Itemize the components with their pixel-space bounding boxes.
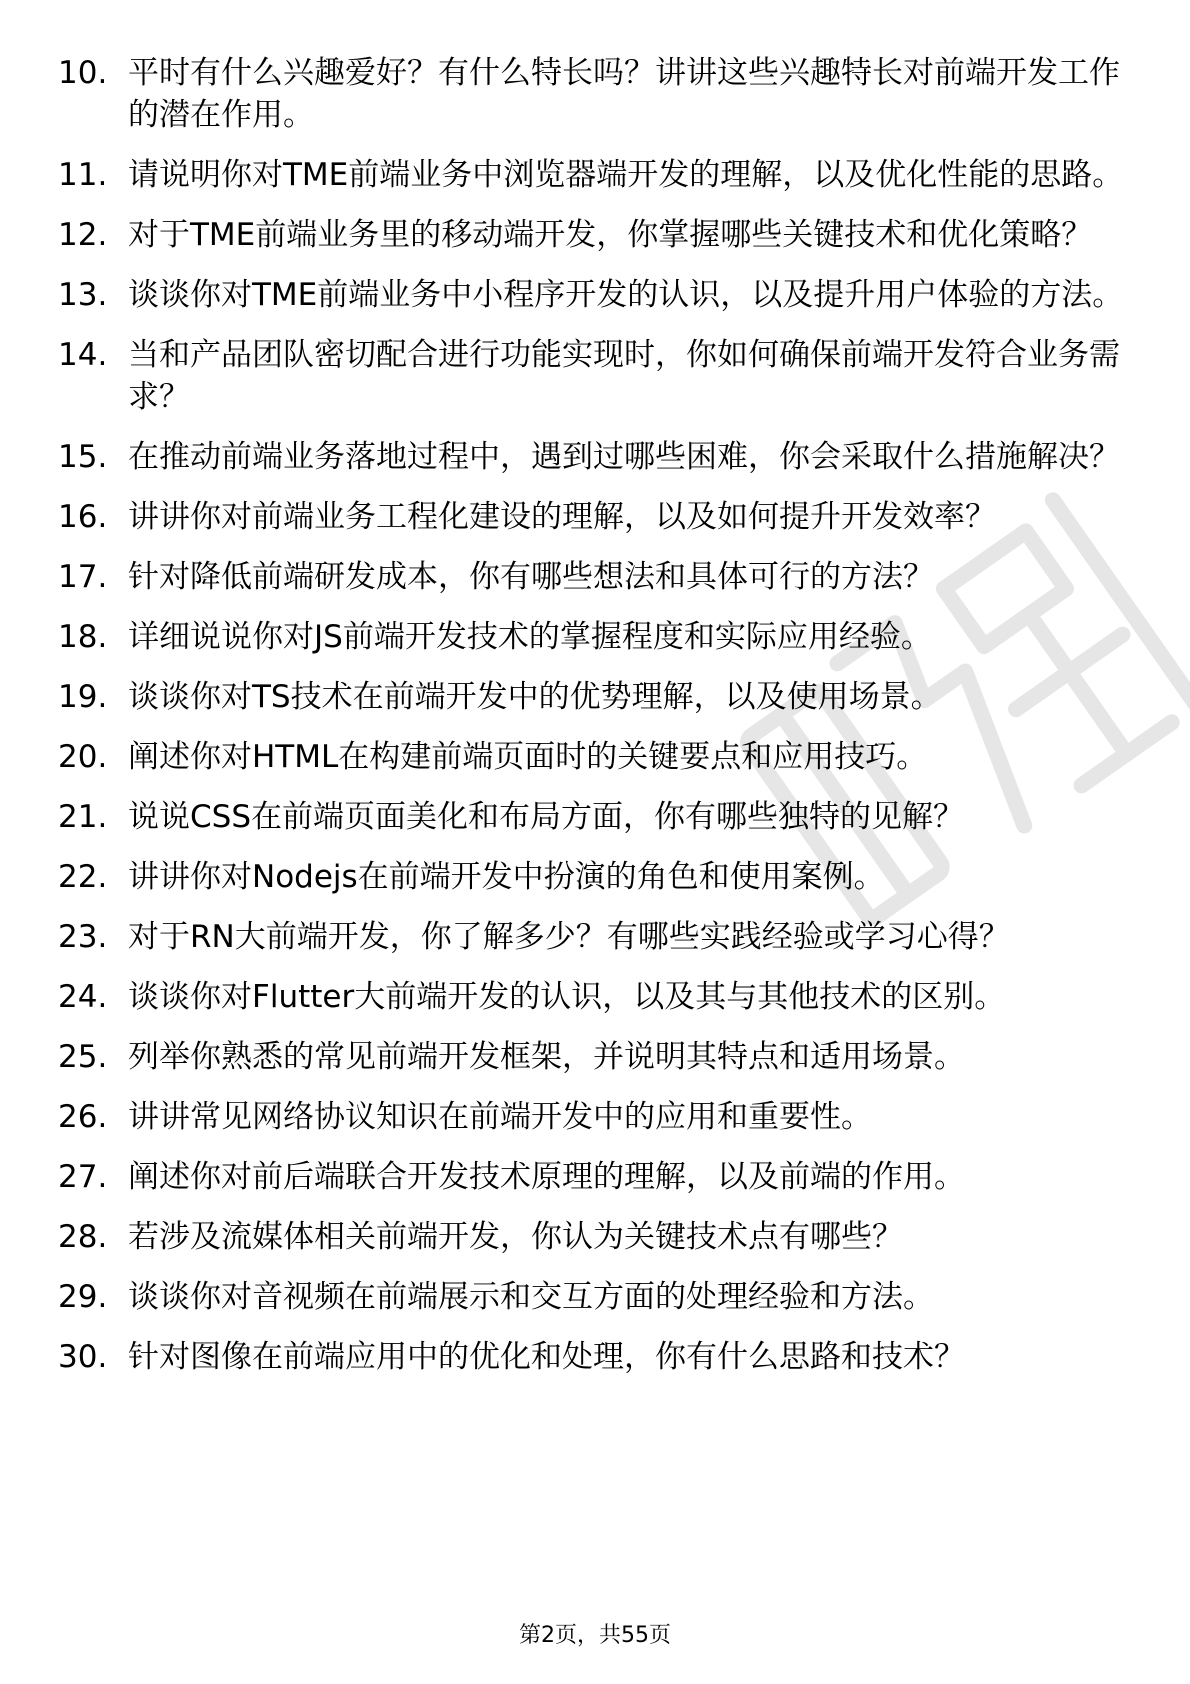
page-footer — [0, 1622, 1190, 1650]
question-number: 15. — [58, 439, 108, 475]
list-item — [58, 214, 1138, 256]
question-number: 17. — [58, 559, 108, 595]
question-text: 平时有什么兴趣爱好？有什么特长吗？讲讲这些兴趣特长对前端开发工作的潜在作用。 — [128, 55, 1120, 133]
question-text: 说说CSS在前端页面美化和布局方面，你有哪些独特的见解？ — [128, 799, 964, 835]
list-item — [58, 556, 1138, 598]
question-number: 19. — [58, 679, 108, 715]
list-item — [58, 52, 1138, 136]
list-item — [58, 1276, 1138, 1318]
question-number: 23. — [58, 919, 108, 955]
question-number: 25. — [58, 1039, 108, 1075]
list-item — [58, 1336, 1138, 1378]
list-item — [58, 1096, 1138, 1138]
question-text: 详细说说你对JS前端开发技术的掌握程度和实际应用经验。 — [128, 619, 932, 655]
list-item — [58, 976, 1138, 1018]
question-number: 30. — [58, 1339, 108, 1375]
question-number: 12. — [58, 217, 108, 253]
question-text: 谈谈你对音视频在前端展示和交互方面的处理经验和方法。 — [128, 1279, 934, 1315]
list-item — [58, 856, 1138, 898]
question-number: 26. — [58, 1099, 108, 1135]
question-number: 24. — [58, 979, 108, 1015]
question-text: 在推动前端业务落地过程中，遇到过哪些困难，你会采取什么措施解决？ — [128, 439, 1120, 475]
question-text: 当和产品团队密切配合进行功能实现时，你如何确保前端开发符合业务需求？ — [128, 337, 1120, 415]
list-item — [58, 1036, 1138, 1078]
question-text: 列举你熟悉的常见前端开发框架，并说明其特点和适用场景。 — [128, 1039, 965, 1075]
list-item — [58, 616, 1138, 658]
question-text: 针对图像在前端应用中的优化和处理，你有什么思路和技术？ — [128, 1339, 965, 1375]
question-number: 16. — [58, 499, 108, 535]
list-item — [58, 736, 1138, 778]
list-item — [58, 496, 1138, 538]
question-text: 讲讲常见网络协议知识在前端开发中的应用和重要性。 — [128, 1099, 872, 1135]
list-item — [58, 796, 1138, 838]
list-item — [58, 916, 1138, 958]
list-item — [58, 1156, 1138, 1198]
list-item — [58, 1216, 1138, 1258]
list-item — [58, 676, 1138, 718]
question-number: 21. — [58, 799, 108, 835]
question-list — [58, 52, 1138, 1396]
question-number: 20. — [58, 739, 108, 775]
question-text: 针对降低前端研发成本，你有哪些想法和具体可行的方法？ — [128, 559, 934, 595]
question-text: 对于RN大前端开发，你了解多少？有哪些实践经验或学习心得？ — [128, 919, 1010, 955]
question-text: 讲讲你对Nodejs在前端开发中扮演的角色和使用案例。 — [128, 859, 885, 895]
question-number: 22. — [58, 859, 108, 895]
question-text: 谈谈你对TME前端业务中小程序开发的认识，以及提升用户体验的方法。 — [128, 277, 1124, 313]
question-number: 13. — [58, 277, 108, 313]
question-number: 10. — [58, 55, 108, 91]
list-item — [58, 274, 1138, 316]
question-number: 11. — [58, 157, 108, 193]
question-text: 阐述你对前后端联合开发技术原理的理解，以及前端的作用。 — [128, 1159, 965, 1195]
list-item — [58, 334, 1138, 418]
question-number: 14. — [58, 337, 108, 373]
question-number: 18. — [58, 619, 108, 655]
question-text: 请说明你对TME前端业务中浏览器端开发的理解，以及优化性能的思路。 — [128, 157, 1124, 193]
question-text: 对于TME前端业务里的移动端开发，你掌握哪些关键技术和优化策略？ — [128, 217, 1093, 253]
question-text: 阐述你对HTML在构建前端页面时的关键要点和应用技巧。 — [128, 739, 928, 775]
list-item — [58, 436, 1138, 478]
question-text: 谈谈你对Flutter大前端开发的认识，以及其与其他技术的区别。 — [128, 979, 1006, 1015]
question-number: 27. — [58, 1159, 108, 1195]
page-number-label: 第2页，共55页 — [519, 1623, 671, 1648]
question-text: 若涉及流媒体相关前端开发，你认为关键技术点有哪些？ — [128, 1219, 903, 1255]
question-text: 谈谈你对TS技术在前端开发中的优势理解，以及使用场景。 — [128, 679, 942, 715]
question-number: 29. — [58, 1279, 108, 1315]
question-number: 28. — [58, 1219, 108, 1255]
list-item — [58, 154, 1138, 196]
question-text: 讲讲你对前端业务工程化建设的理解，以及如何提升开发效率？ — [128, 499, 996, 535]
